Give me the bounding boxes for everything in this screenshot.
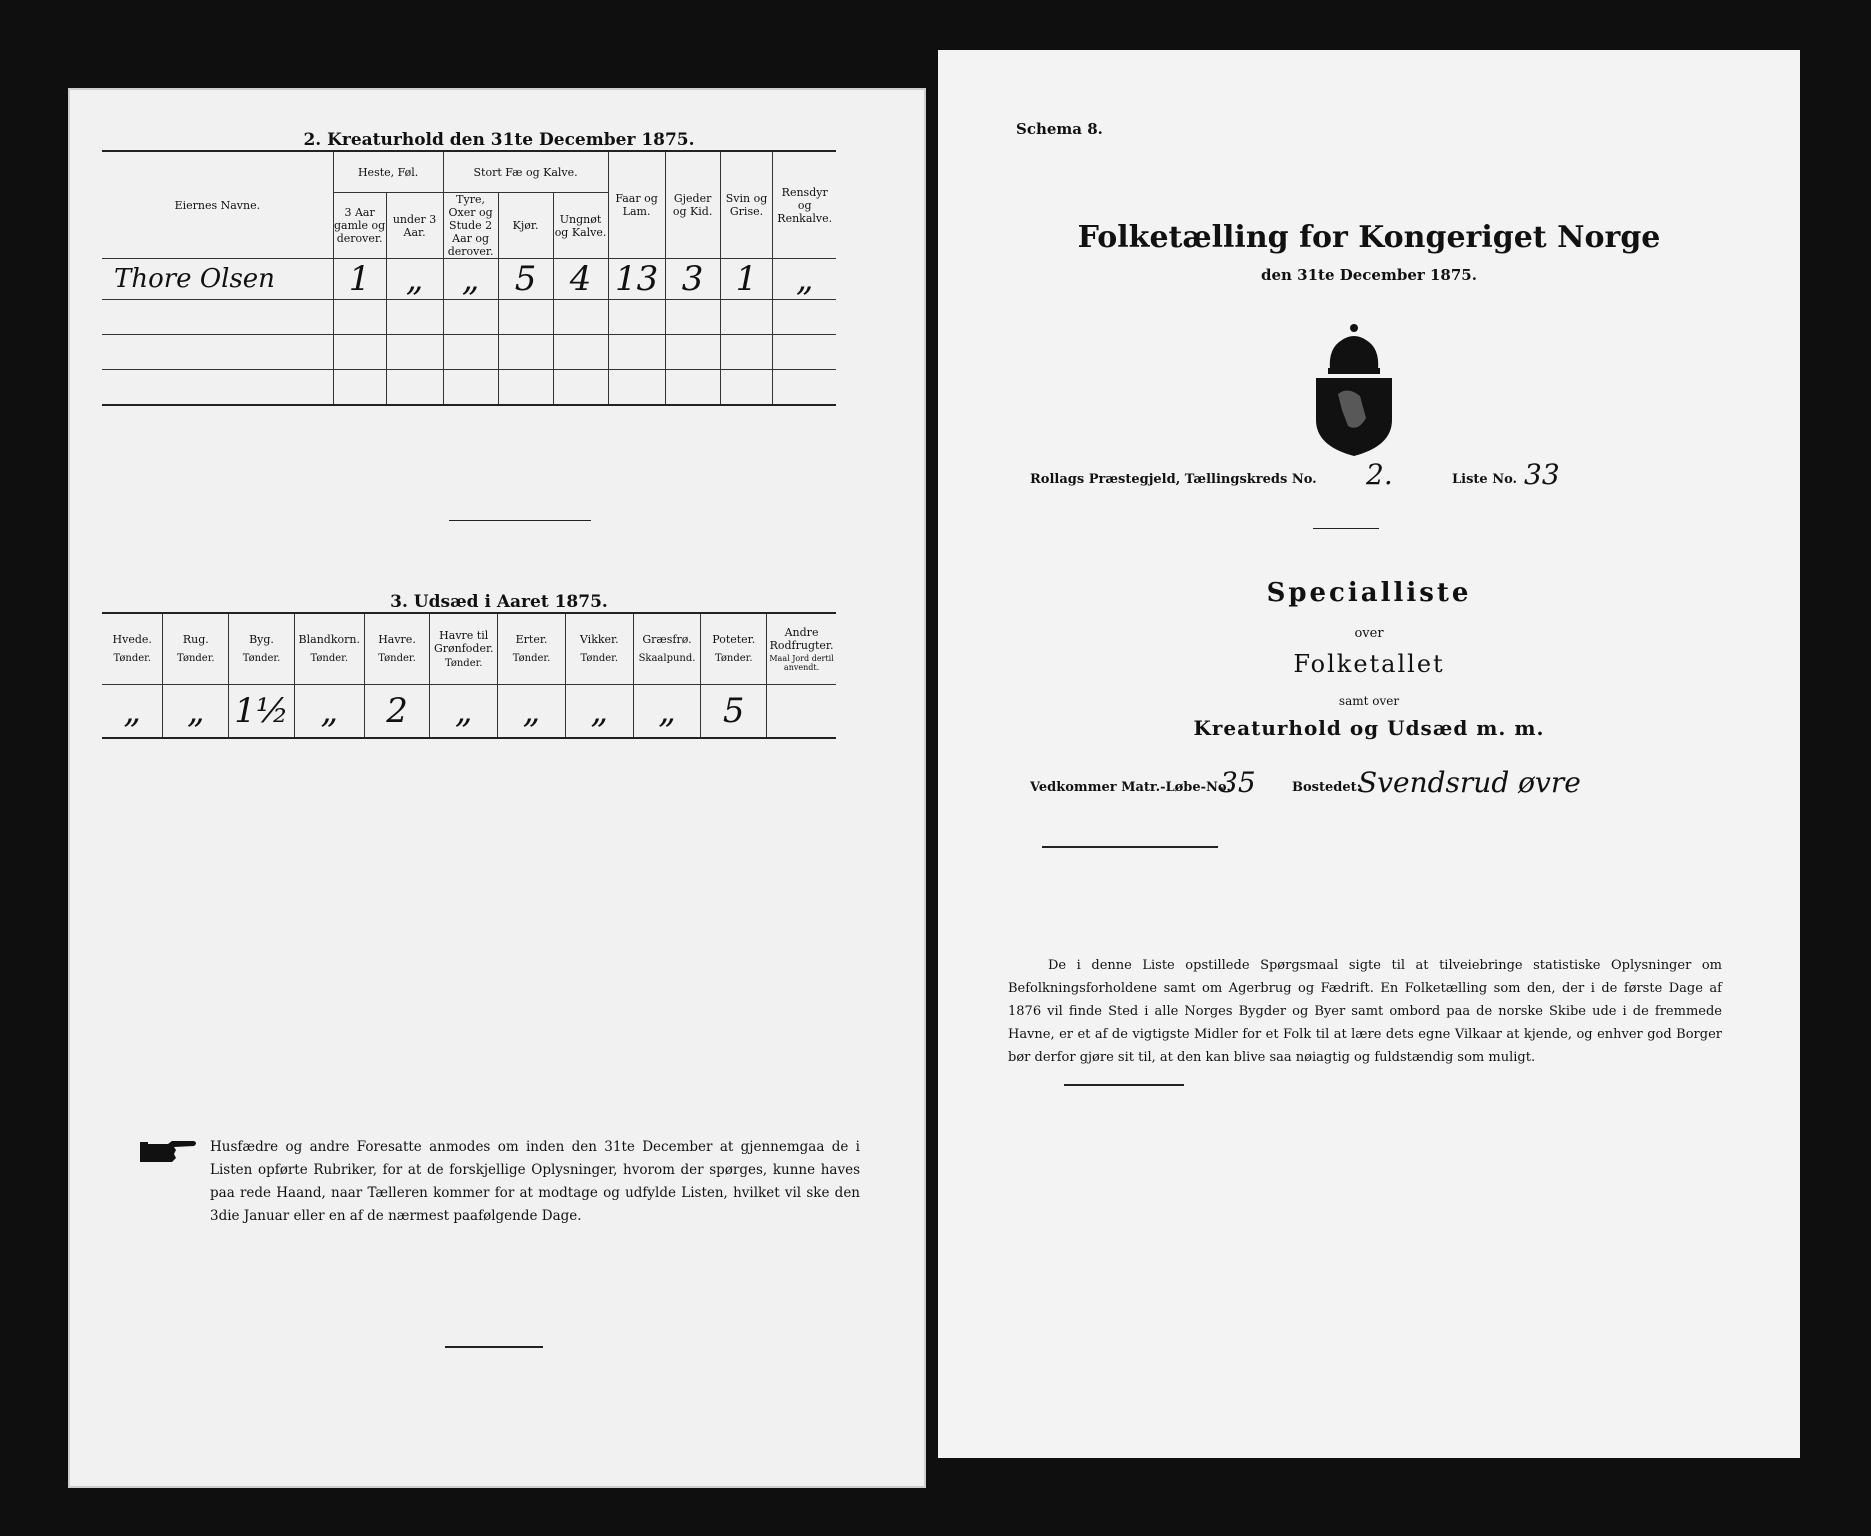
udsaed-header: Vikker. Tønder.: [565, 613, 633, 685]
vikker-value: „: [565, 685, 633, 739]
rensdyr-value: „: [773, 259, 836, 300]
matr-line: [1030, 766, 1750, 810]
rodfrugter-value: [767, 685, 836, 739]
udsaed-header: Havre til Grønfoder. Tønder.: [430, 613, 498, 685]
faar-value: 13: [608, 259, 665, 300]
folketallet-heading: Folketallet: [1293, 650, 1445, 678]
kreds-number: 2.: [1366, 458, 1393, 491]
section2-title: 2. Kreaturhold den 31te December 1875.: [303, 130, 695, 150]
rensdyr-header: Rensdyr og Renkalve.: [773, 151, 836, 259]
table-row: [102, 259, 836, 300]
udsaed-header: Poteter. Tønder.: [701, 613, 767, 685]
bostedet-label: Bostedet:: [1292, 780, 1362, 795]
notice-text: Husfædre og andre Foresatte anmodes om inden den 31te December at gjennemgaa de i Listen opførte Rubriker, for at de forskjellige Oplysninger, hvorom der spørges, kunne haves paa rede Haand, naar Tælleren kommer for at modtage og udfylde Listen, hvilket vil ske den 3die Januar eller en af de nærmest paafølgende Dage.: [210, 1139, 860, 1224]
gjeder-value: 3: [665, 259, 720, 300]
svin-header: Svin og Grise.: [720, 151, 773, 259]
stort-header: Stort Fæ og Kalve.: [443, 151, 608, 193]
udsaed-header: Hvede. Tønder.: [102, 613, 163, 685]
table-row: [102, 300, 836, 335]
matr-number: 35: [1220, 766, 1256, 799]
tyre-header: Tyre, Oxer og Stude 2 Aar og derover.: [443, 193, 498, 259]
page-title: Folketælling for Kongeriget Norge: [1077, 220, 1661, 255]
svin-value: 1: [720, 259, 773, 300]
table-row: [102, 335, 836, 370]
tyre-value: „: [443, 259, 498, 300]
ungnot-header: Ungnøt og Kalve.: [553, 193, 608, 259]
pointing-hand-icon: [138, 1138, 198, 1166]
ungnot-value: 4: [553, 259, 608, 300]
liste-number: 33: [1524, 458, 1560, 491]
hvede-value: „: [102, 685, 163, 739]
faar-header: Faar og Lam.: [608, 151, 665, 259]
heste-header: Heste, Føl.: [333, 151, 443, 193]
blandkorn-value: „: [294, 685, 364, 739]
schema-label: Schema 8.: [1016, 120, 1103, 138]
udsaed-header: Erter. Tønder.: [498, 613, 566, 685]
rug-value: „: [163, 685, 229, 739]
divider: [1313, 528, 1379, 529]
udsaed-header: Andre Rodfrugter. Maal Jord dertil anvendt.: [767, 613, 836, 685]
havre-value: 2: [364, 685, 430, 739]
graesfro-value: „: [633, 685, 701, 739]
over-text: over: [1354, 626, 1384, 641]
udsaed-header: Blandkorn. Tønder.: [294, 613, 364, 685]
udsaed-header-row: [102, 613, 836, 685]
gjeder-header: Gjeder og Kid.: [665, 151, 720, 259]
divider: [449, 520, 591, 521]
prestegjeld-line: [1030, 458, 1750, 500]
kreaturhold-heading: Kreaturhold og Udsæd m. m.: [1193, 716, 1545, 740]
left-page: [68, 88, 926, 1488]
liste-label: Liste No.: [1452, 472, 1518, 487]
owner-name: Thore Olsen: [102, 259, 333, 300]
specialliste-heading: Specialliste: [1266, 578, 1472, 608]
heste-under-header: under 3 Aar.: [386, 193, 443, 259]
coat-of-arms-icon: [1308, 322, 1400, 458]
byg-value: 1½: [229, 685, 295, 739]
udsaed-table: [102, 612, 836, 739]
udsaed-header: Havre. Tønder.: [364, 613, 430, 685]
udsaed-value-row: [102, 685, 836, 739]
divider: [1064, 1084, 1184, 1086]
udsaed-header: Rug. Tønder.: [163, 613, 229, 685]
samt-over-text: samt over: [1338, 694, 1400, 708]
bostedet-value: Svendsrud øvre: [1358, 766, 1581, 799]
footer-text: De i denne Liste opstillede Spørgsmaal sigte til at tilveiebringe statistiske Oplysninger om Befolkningsforholdene samt om Agerbrug og Fædrift. En Folketælling som den, der i de første Dage af 1876 vil finde Sted i alle Norges Bygder og Byer samt ombord paa de norske Skibe ude i de fremmede Havne, er et af de vigtigste Midler for et Folk til at lære dets egne Vilkaar at kjende, og enhver god Borger bør derfor gjøre sit til, at den kan blive saa nøiagtig og fuldstændig som muligt.: [1008, 958, 1722, 1065]
heste-under-value: „: [386, 259, 443, 300]
divider: [445, 1346, 543, 1348]
kreaturhold-table: [102, 150, 836, 406]
divider: [1042, 846, 1218, 848]
matr-label: Vedkommer Matr.-Løbe-No.: [1030, 780, 1231, 795]
prestegjeld-label: Rollags Præstegjeld, Tællingskreds No.: [1030, 472, 1317, 487]
name-header: Eiernes Navne.: [102, 151, 333, 259]
kjor-header: Kjør.: [498, 193, 553, 259]
erter-value: „: [498, 685, 566, 739]
heste-3aar-value: 1: [333, 259, 386, 300]
poteter-value: 5: [701, 685, 767, 739]
udsaed-header: Byg. Tønder.: [229, 613, 295, 685]
kjor-value: 5: [498, 259, 553, 300]
heste-3aar-header: 3 Aar gamle og derover.: [333, 193, 386, 259]
census-date: den 31te December 1875.: [1261, 266, 1477, 284]
right-page: [938, 50, 1800, 1458]
udsaed-header: Græsfrø. Skaalpund.: [633, 613, 701, 685]
havre-gronfoder-value: „: [430, 685, 498, 739]
table-row: [102, 370, 836, 406]
section3-title: 3. Udsæd i Aaret 1875.: [390, 592, 608, 612]
